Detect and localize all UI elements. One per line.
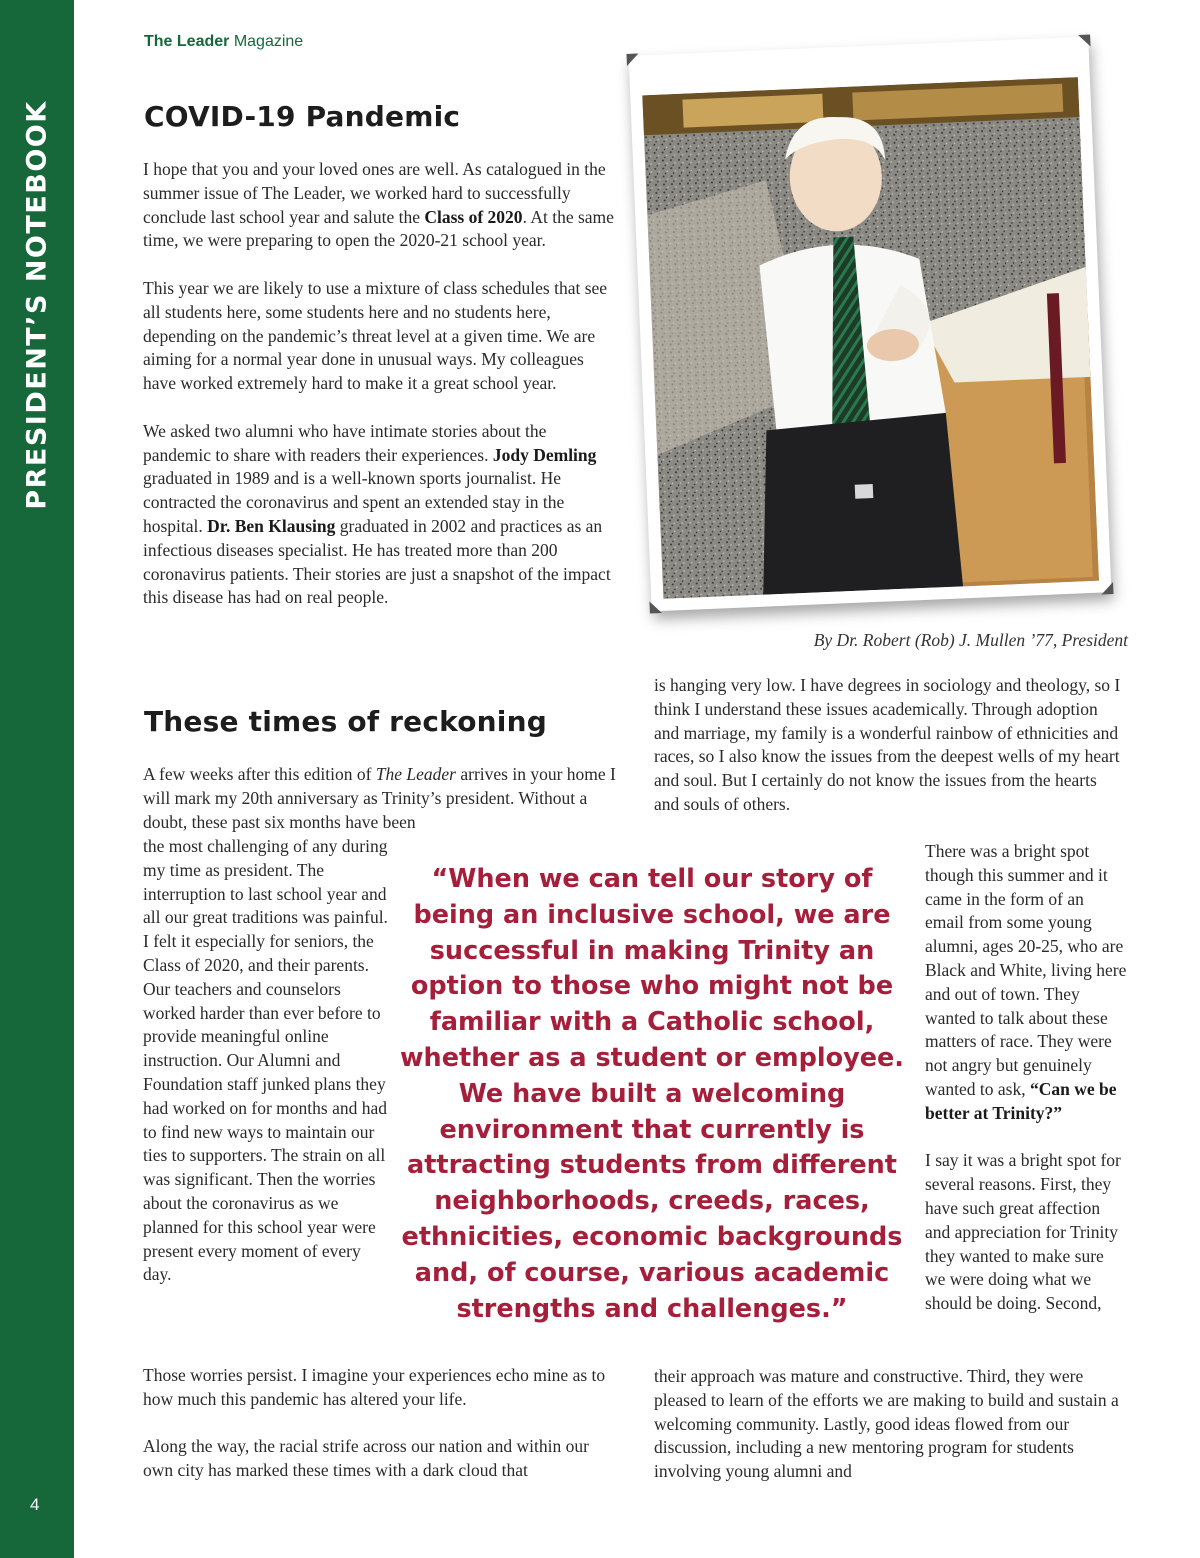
reckoning-top-right: is hanging very low. I have degrees in sociology and theology, so I think I understand these issues academically. Through adoption and marriage, my family is a wonderful rainbow of ethnicities and races, so I also know the issues from the deepest wells of my heart and soul. But I certainly do not know the issues from the hearts and souls of others.	[654, 675, 1121, 814]
photo-corner	[1078, 35, 1090, 47]
masthead-brand: The Leader	[144, 33, 230, 50]
narrow-right-paragraph-2: I say it was a bright spot for several reasons. First, they have such great affection and appreciation for Trinity they wanted to make sure we were doing what we should be doing. Second,	[925, 1150, 1121, 1314]
reckoning-narrow-left: the most challenging of any during my time as president. The interruption to last school year and all our great traditions was painful. I felt it especially for seniors, the Class of 2020, and their parents. Our teachers and counselors worked harder than ever before to provide meaningful online instruction. Our Alumni and Foundation staff junked plans they had worked on for months and had to find new ways to maintain our ties to supporters. The strain on all was significant. Then the worries about the coronavirus as we planned for this school year were present every moment of every day.	[143, 836, 388, 1285]
photo-corner	[626, 53, 638, 65]
section-title: PRESIDENT’S NOTEBOOK	[21, 100, 53, 510]
page-number: 4	[30, 1495, 40, 1514]
covid-paragraph-1: I hope that you and your loved ones are well. As catalogued in the summer issue of The Leader, we worked hard to successfully conclude last school year and salute the Class of 2020. At the same time, we were preparing to open the 2020-21 school year.	[143, 159, 614, 251]
photo-corner	[1101, 582, 1113, 594]
covid-paragraph-3: We asked two alumni who have intimate stories about the pandemic to share with readers their experiences. Jody Demling graduated in 1989 and is a well-known sports journalist. He contracted the coronavirus and spent an extended stay in the hospital. Dr. Ben Klausing graduated in 2002 and practices as an infectious diseases specialist. He has treated more than 200 coronavirus patients. Their stories are just a snapshot of the impact this disease has had on real people.	[143, 420, 611, 608]
heading-covid: COVID-19 Pandemic	[144, 100, 461, 133]
president-photo	[629, 37, 1112, 612]
heading-reckoning: These times of reckoning	[144, 705, 547, 738]
covid-paragraph-2: This year we are likely to use a mixture of class schedules that see all students here, some students here and no students here, depending on the pandemic’s threat level at a given time. We are aiming for a normal year done in unusual ways. My colleagues have worked extremely hard to make it a great school year.	[143, 277, 608, 394]
pull-quote: “When we can tell our story of being an inclusive school, we are successful in making Trinity an option to those who might not be familiar with a Catholic school, whether as a student or employee. We have built a welcoming environment that currently is attracting students from different neighborhoods, creeds, races, ethnicities, economic backgrounds and, of course, various academic strengths and challenges.”	[400, 864, 904, 1324]
bottom-left-paragraph-1: Those worries persist. I imagine your experiences echo mine as to how much this pandemic has altered your life.	[143, 1365, 606, 1409]
narrow-right-paragraph-1: There was a bright spot though this summer and it came in the form of an email from some young alumni, ages 20-25, who are Black and White, living here and out of town. They wanted to talk about these matters of race. They were not angry but genuinely wanted to ask, “Can we be better at Trinity?”	[925, 841, 1127, 1123]
masthead	[144, 33, 303, 51]
reckoning-bottom-right: their approach was mature and constructive. Third, they were pleased to learn of the efforts we are making to build and sustain a welcoming community. Lastly, good ideas flowed from our discussion, including a new mentoring program for students involving young alumni and	[654, 1366, 1119, 1482]
photo-caption: By Dr. Robert (Rob) J. Mullen ’77, President	[813, 630, 1128, 650]
portrait-photo-icon	[642, 77, 1099, 599]
photo-corner	[649, 601, 661, 613]
reckoning-bottom-left	[143, 1364, 617, 1483]
masthead-suffix: Magazine	[233, 33, 304, 50]
covid-column	[143, 158, 617, 610]
bottom-left-paragraph-2: Along the way, the racial strife across our nation and within our own city has marked these times with a dark cloud that	[143, 1436, 589, 1481]
reckoning-narrow-right	[925, 840, 1127, 1316]
sidebar-band	[0, 0, 74, 1558]
reckoning-intro: A few weeks after this edition of The Leader arrives in your home I will mark my 20th anniversary as Trinity’s president. Without a doubt, these past six months have been	[143, 764, 616, 832]
